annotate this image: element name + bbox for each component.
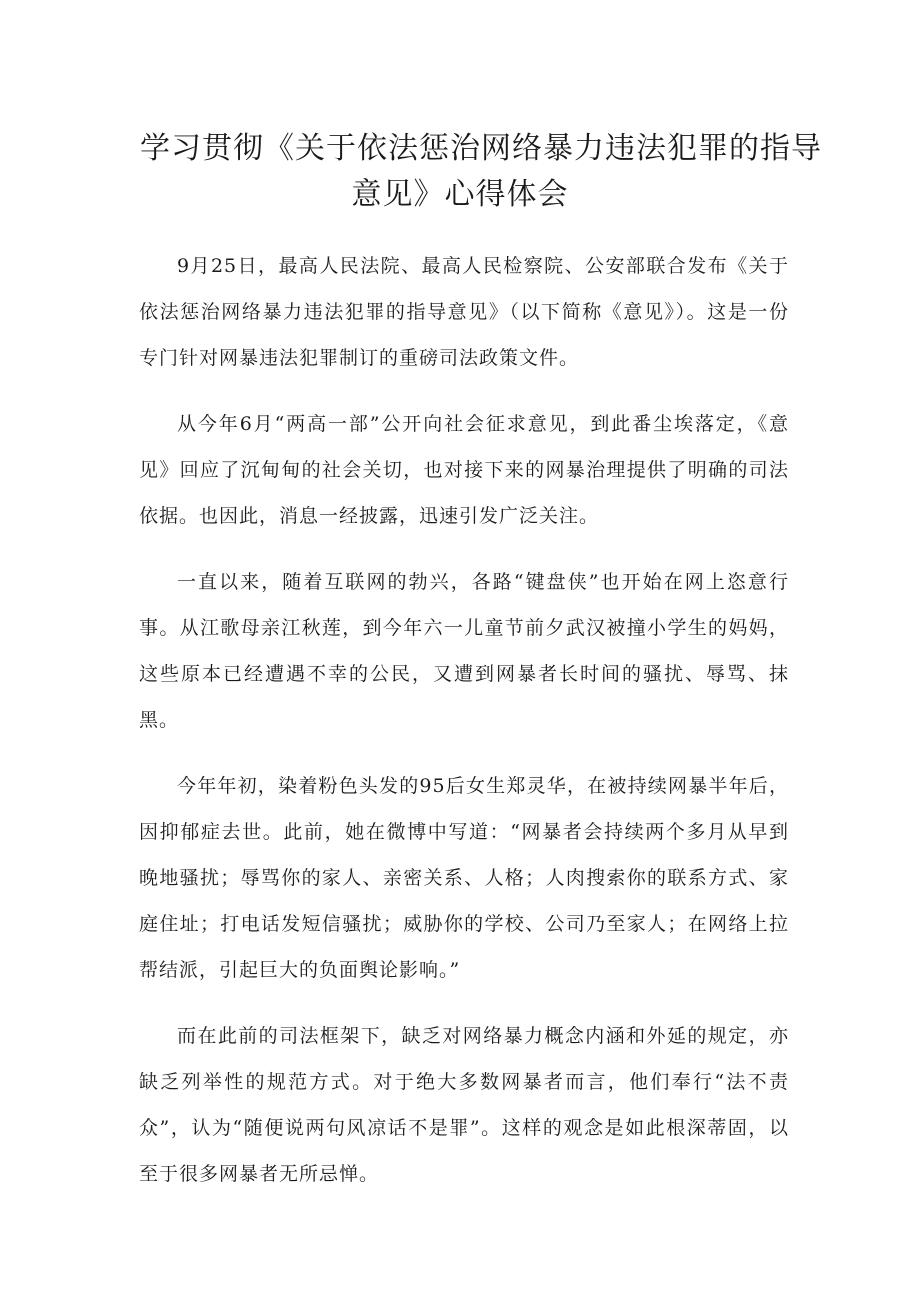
document-title-line-2: 意见》心得体会 (351, 177, 569, 212)
document-title-line-1: 学习贯彻《关于依法惩治网络暴力违法犯罪的指导 (140, 131, 822, 166)
document-title (140, 126, 822, 218)
paragraph-3: 一直以来，随着互联网的勃兴，各路“键盘侠”也开始在网上恣意行事。从江歌母亲江秋莲，到今年六一儿童节前夕武汉被撞小学生的妈妈，这些原本已经遭遇不幸的公民，又遭到网暴者长时间的骚扰、辱骂、抹黑。 (139, 571, 789, 731)
document-body (139, 243, 789, 1217)
paragraph-2: 从今年6月“两高一部”公开向社会征求意见，到此番尘埃落定，《意见》回应了沉甸甸的社会关切，也对接下来的网暴治理提供了明确的司法依据。也因此，消息一经披露，迅速引发广泛关注。 (139, 413, 789, 527)
paragraph-1: 9月25日，最高人民法院、最高人民检察院、公安部联合发布《关于依法惩治网络暴力违法犯罪的指导意见》（以下简称《意见》）。这是一份专门针对网暴违法犯罪制订的重磅司法政策文件。 (139, 255, 789, 369)
paragraph-4: 今年年初，染着粉色头发的95后女生郑灵华，在被持续网暴半年后，因抑郁症去世。此前，她在微博中写道：“网暴者会持续两个多月从早到晚地骚扰；辱骂你的家人、亲密关系、人格；人肉搜索你的联系方式、家庭住址；打电话发短信骚扰；威胁你的学校、公司乃至家人；在网络上拉帮结派，引起巨大的负面舆论影响。” (139, 775, 789, 981)
paragraph-5: 而在此前的司法框架下，缺乏对网络暴力概念内涵和外延的规定，亦缺乏列举性的规范方式。对于绝大多数网暴者而言，他们奉行“法不责众”，认为“随便说两句风凉话不是罪”。这样的观念是如此根深蒂固，以至于很多网暴者无所忌惮。 (139, 1025, 789, 1185)
